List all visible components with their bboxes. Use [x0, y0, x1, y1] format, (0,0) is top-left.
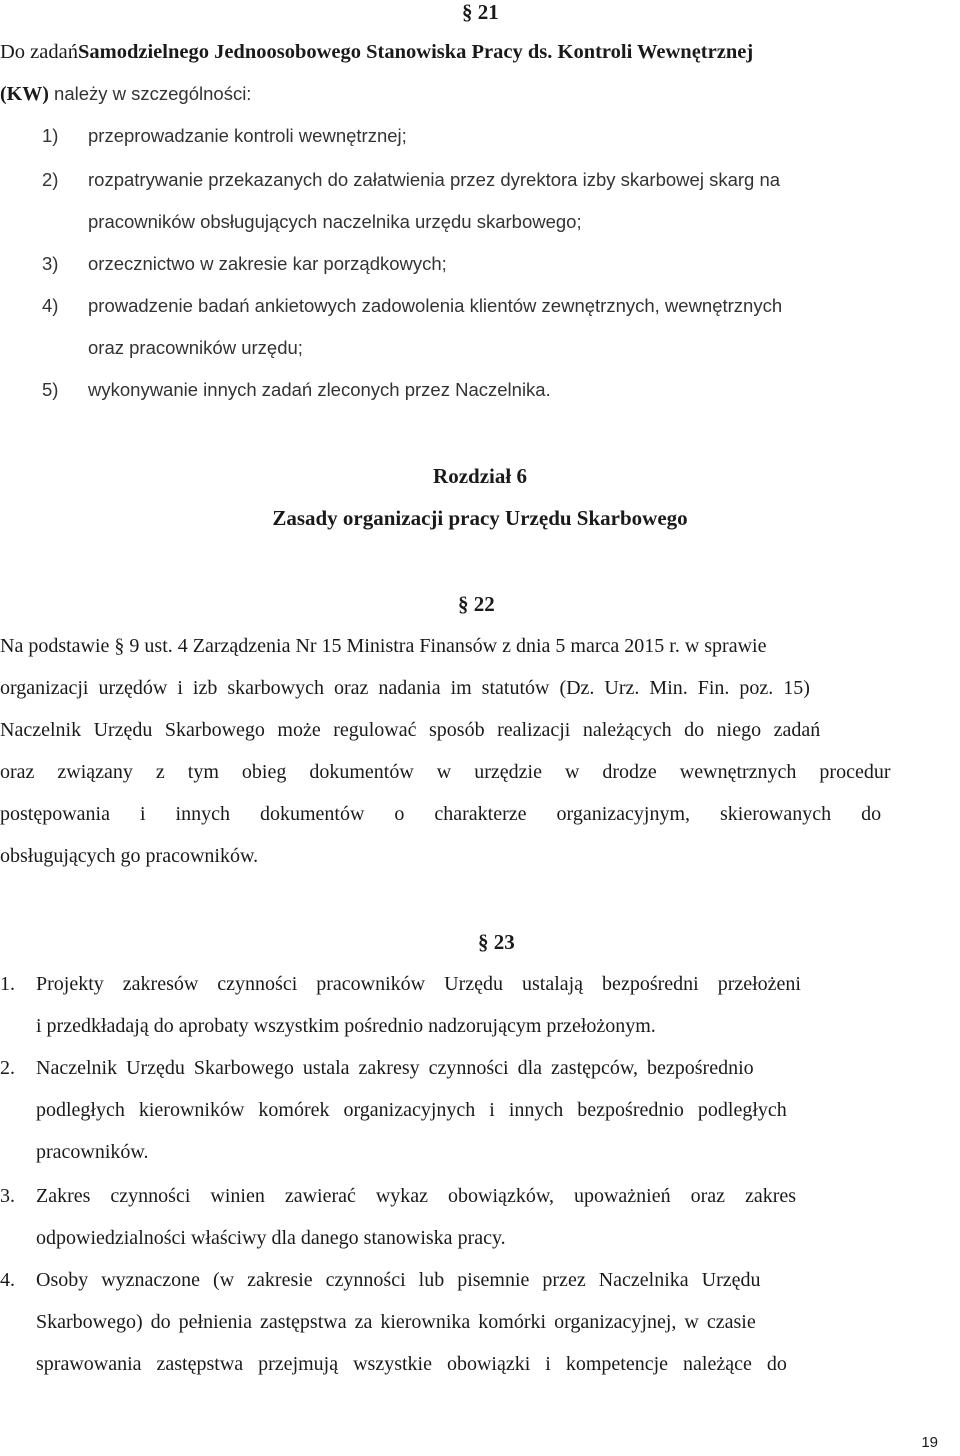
list-number: 1)	[42, 125, 59, 146]
item-3-number: 3.	[0, 1185, 15, 1207]
section-23-heading: § 23	[478, 930, 515, 954]
item-2-line-1: Naczelnik Urzędu Skarbowego ustala zakresy czynności dla zastępców, bezpośrednio	[36, 1057, 754, 1079]
section-22-line-2: organizacji urzędów i izb skarbowych oraz nadania im statutów (Dz. Urz. Min. Fin. poz. 15)	[0, 677, 810, 699]
intro-prefix: Do zadań	[0, 41, 78, 63]
item-2-number: 2.	[0, 1057, 15, 1079]
list-text: wykonywanie innych zadań zleconych przez Naczelnika.	[88, 379, 551, 400]
item-4-line-3: sprawowania zastępstwa przejmują wszystkie obowiązki i kompetencje należące do	[36, 1353, 787, 1375]
list-item-5	[42, 378, 551, 402]
list-number: 4)	[42, 295, 59, 316]
section-22-line-1: Na podstawie § 9 ust. 4 Zarządzenia Nr 15 Ministra Finansów z dnia 5 marca 2015 r. w sprawie	[0, 635, 767, 657]
list-number: 3)	[42, 253, 59, 274]
section-22-line-5: postępowania i innych dokumentów o charakterze organizacyjnym, skierowanych do	[0, 803, 882, 825]
list-text: orzecznictwo w zakresie kar porządkowych;	[88, 253, 447, 274]
item-4-line-1: Osoby wyznaczone (w zakresie czynności lub pisemnie przez Naczelnika Urzędu	[36, 1269, 761, 1291]
item-4-number: 4.	[0, 1269, 15, 1291]
list-text: prowadzenie badań ankietowych zadowolenia klientów zewnętrznych, wewnętrznych	[88, 295, 783, 316]
chapter-number: Rozdział 6	[433, 464, 527, 488]
intro-rest: należy w szczególności:	[48, 83, 252, 104]
section-22-line-4: oraz związany z tym obieg dokumentów w urzędzie w drodze wewnętrznych procedur	[0, 761, 891, 783]
list-item-4	[42, 294, 783, 318]
list-item-2	[42, 168, 781, 192]
intro-bold-unit: Samodzielnego Jednoosobowego Stanowiska Pracy ds. Kontroli Wewnętrznej	[77, 41, 754, 63]
item-3-line-2: odpowiedzialności właściwy dla danego stanowiska pracy.	[36, 1227, 506, 1249]
list-item-1	[42, 124, 407, 148]
item-2-line-2: podległych kierowników komórek organizacyjnych i innych bezpośrednio podległych	[36, 1099, 787, 1121]
item-1-number: 1.	[0, 973, 15, 995]
item-2-line-3: pracowników.	[36, 1141, 149, 1163]
section-22-line-3: Naczelnik Urzędu Skarbowego może regulować sposób realizacji należących do niego zadań	[0, 719, 821, 741]
section-21-intro-line-2	[0, 82, 251, 106]
section-22-line-6: obsługujących go pracowników.	[0, 845, 259, 867]
list-number: 5)	[42, 379, 59, 400]
page-number: 19	[921, 1434, 938, 1451]
list-item-2-continuation: pracowników obsługujących naczelnika urzędu skarbowego;	[88, 211, 582, 232]
section-21-heading: § 21	[462, 0, 499, 24]
chapter-title: Zasady organizacji pracy Urzędu Skarbowego	[272, 506, 688, 530]
list-item-4-continuation: oraz pracowników urzędu;	[88, 337, 303, 358]
item-1-line-2: i przedkładają do aprobaty wszystkim pośrednio nadzorującym przełożonym.	[36, 1015, 656, 1037]
unit-abbreviation: (KW)	[0, 83, 49, 105]
item-4-line-2: Skarbowego) do pełnienia zastępstwa za kierownika komórki organizacyjnej, w czasie	[36, 1311, 756, 1333]
item-1-line-1: Projekty zakresów czynności pracowników Urzędu ustalają bezpośredni przełożeni	[36, 973, 801, 995]
section-22-heading: § 22	[458, 592, 495, 616]
list-text: rozpatrywanie przekazanych do załatwienia przez dyrektora izby skarbowej skarg na	[88, 169, 781, 190]
list-text: przeprowadzanie kontroli wewnętrznej;	[88, 125, 407, 146]
list-item-3	[42, 252, 447, 276]
item-3-line-1: Zakres czynności winien zawierać wykaz obowiązków, upoważnień oraz zakres	[36, 1185, 797, 1207]
list-number: 2)	[42, 169, 59, 190]
section-21-intro-line-1	[0, 40, 956, 64]
